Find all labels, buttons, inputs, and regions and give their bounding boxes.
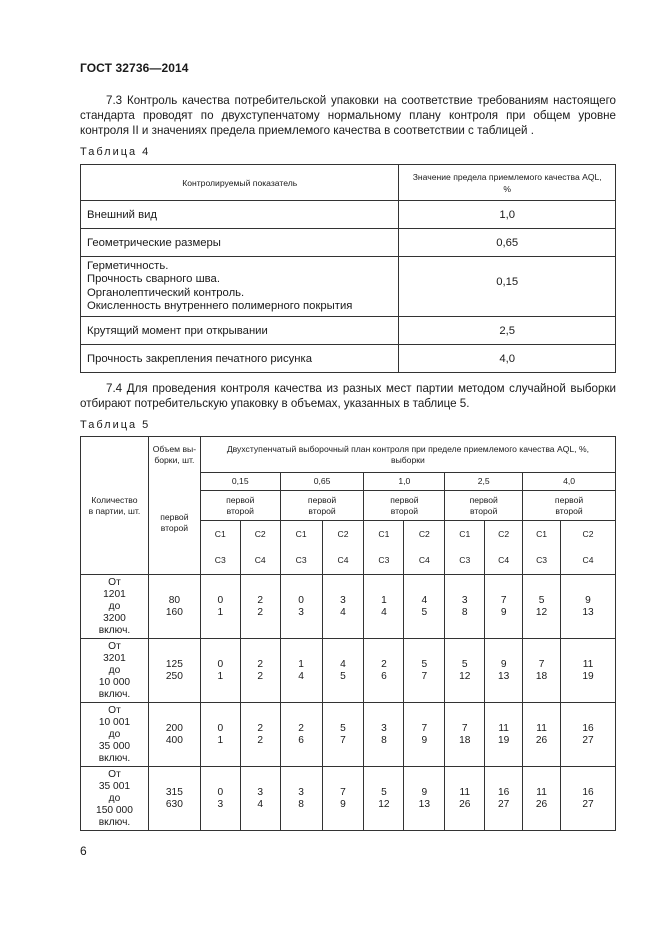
table5-quantity-line: 10 000	[98, 676, 131, 688]
table5-sub-line: второй	[470, 505, 498, 516]
table5-value-line: 3	[340, 594, 346, 606]
table5-value-line: 2	[257, 670, 264, 682]
table5-quantity-line: От	[108, 576, 121, 588]
table5-sub-header	[364, 491, 445, 521]
table5-value-line: 16	[497, 786, 510, 798]
table5-sub-line: первой	[554, 494, 584, 505]
table5-cell-value	[280, 703, 322, 767]
table4-cell-name	[81, 257, 399, 317]
paragraph-7-4-text: 7.4 Для проведения контроля качества из разных мест партии методом случайной выборки отбирают потребительскую упаковку в объемах, указанных в таблице 5.	[80, 382, 616, 410]
table5-c-label: С2	[561, 521, 616, 548]
table5-value-line: 1	[217, 606, 224, 618]
table5-cell-quantity	[81, 703, 149, 767]
table5-value-line: 9	[421, 734, 428, 746]
table5-cell-quantity	[81, 639, 149, 703]
table5-value-line: 7	[340, 734, 346, 746]
table5-value-line: 0	[298, 594, 304, 606]
table5-value-line: 7	[421, 722, 428, 734]
table5-cell-value	[561, 767, 616, 831]
table5-value-line: 6	[381, 670, 387, 682]
table5-quantity-line: до	[108, 664, 121, 676]
table5-value-line: 11	[459, 786, 471, 798]
table5-quantity-line: 150 000	[96, 804, 133, 816]
table5-volume-line: 630	[165, 798, 183, 810]
table5-cell-value	[364, 639, 404, 703]
table5-value-line: 0	[217, 658, 224, 670]
table5-c-label: С3	[445, 548, 485, 575]
table5-header-qty-line: в партии, шт.	[88, 505, 141, 516]
table5-value-line: 9	[500, 658, 507, 670]
table5-header-volume-line: Объем вы-	[152, 443, 197, 454]
table5-cell-value	[445, 639, 485, 703]
table5-caption: Таблица 5	[80, 419, 151, 431]
table5-value-line: 3	[217, 798, 224, 810]
table5-cell-value	[445, 575, 485, 639]
table5-header-volume-sub	[148, 473, 200, 575]
table5-value-line: 4	[421, 594, 428, 606]
table4-cell-name: Геометрические размеры	[81, 229, 399, 257]
table5-cell-value	[240, 639, 280, 703]
table5-value-line: 13	[418, 798, 430, 810]
table5-value-line: 9	[585, 594, 591, 606]
table5-c-label: С1	[280, 521, 322, 548]
table5-c-label: С4	[561, 548, 616, 575]
table-row	[81, 345, 616, 373]
table-row	[81, 229, 616, 257]
table5-cell-value	[322, 575, 364, 639]
table5-value-line: 5	[381, 786, 387, 798]
table5-sub-header	[523, 491, 616, 521]
table4-cell-line: Прочность сварного шва.	[87, 273, 220, 285]
paragraph-7-4	[80, 381, 616, 411]
table4-header-aql-line1: Значение предела приемлемого качества AQL,	[412, 171, 602, 182]
table5-header-qty-line: Количество	[91, 494, 138, 505]
table5-value-line: 11	[582, 658, 594, 670]
table5-value-line: 1	[381, 594, 387, 606]
table5-value-line: 5	[340, 670, 346, 682]
table5-cell-value	[322, 703, 364, 767]
table5-value-line: 2	[257, 606, 264, 618]
table5-cell-value	[404, 703, 445, 767]
table5-c-label: С3	[280, 548, 322, 575]
table5-cell-value	[523, 703, 561, 767]
table5-value-line: 1	[298, 658, 304, 670]
table4-cell-name: Прочность закрепления печатного рисунка	[81, 345, 399, 373]
table5-value-line: 2	[257, 734, 264, 746]
table5-cell-value	[240, 703, 280, 767]
table5-value-line: 0	[217, 786, 224, 798]
table5-value-line: 12	[535, 606, 548, 618]
table5-value-line: 16	[582, 786, 594, 798]
table5-cell-value	[364, 767, 404, 831]
table5-value-line: 9	[340, 798, 346, 810]
table5-c-label: С4	[404, 548, 445, 575]
paragraph-7-3	[80, 93, 616, 138]
table5-sub-line: первой	[307, 494, 337, 505]
table5-cell-value	[404, 767, 445, 831]
table5-value-line: 4	[381, 606, 387, 618]
table5-cell-value	[322, 767, 364, 831]
table5-quantity-line: до	[108, 600, 121, 612]
table5-cell-value	[200, 767, 240, 831]
table5-aql-value: 4,0	[523, 473, 616, 491]
table5-value-line: 7	[340, 786, 346, 798]
table5-cell-value	[364, 575, 404, 639]
table5-quantity-line: включ.	[98, 688, 131, 700]
table5-cell-value	[445, 767, 485, 831]
table5-header-row-1	[81, 437, 616, 473]
table5-value-line: 3	[298, 786, 304, 798]
table5-header-qty	[81, 437, 149, 575]
table5-c-label: С4	[485, 548, 523, 575]
table5-quantity-line: 1201	[103, 588, 126, 600]
table5-quantity-line: От	[108, 640, 121, 652]
table5-value-line: 0	[217, 594, 224, 606]
table5-value-line: 0	[217, 722, 224, 734]
table5-value-line: 16	[582, 722, 594, 734]
table5-quantity-line: 3201	[103, 652, 126, 664]
table5-sub-header	[445, 491, 523, 521]
table5-value-line: 5	[340, 722, 346, 734]
table5-cell-value	[523, 575, 561, 639]
table5-quantity-line: 10 001	[98, 716, 131, 728]
document-header: ГОСТ 32736—2014	[80, 61, 189, 75]
table5-value-line: 12	[378, 798, 390, 810]
table5-value-line: 27	[582, 734, 594, 746]
table5-aql-value: 1,0	[364, 473, 445, 491]
table5-value-line: 18	[459, 734, 471, 746]
table5-volume-line: 250	[165, 670, 183, 682]
table5-header-volume	[148, 437, 200, 473]
table-row	[81, 575, 616, 639]
table5-value-line: 8	[381, 734, 387, 746]
table5-cell-volume	[148, 703, 200, 767]
table5-volume-line: 80	[168, 594, 181, 606]
table5-value-line: 5	[461, 658, 468, 670]
table5-quantity-line: до	[108, 728, 121, 740]
table5-value-line: 4	[298, 670, 304, 682]
table5-value-line: 2	[257, 722, 264, 734]
table5-sub-header	[200, 491, 280, 521]
page-number: 6	[80, 844, 87, 858]
table5-cell-value	[561, 575, 616, 639]
table5-cell-value	[200, 575, 240, 639]
table5-cell-volume	[148, 575, 200, 639]
table4-cell-name: Внешний вид	[81, 201, 399, 229]
table5-value-line: 9	[500, 606, 507, 618]
table5-quantity-line: 35 000	[98, 740, 131, 752]
table5-cell-quantity	[81, 575, 149, 639]
table5-volume-line: 160	[165, 606, 183, 618]
table5-value-line: 3	[461, 594, 468, 606]
table5-value-line: 9	[421, 786, 428, 798]
table5-value-line: 19	[497, 734, 510, 746]
table5-cell-value	[523, 639, 561, 703]
table5-quantity-line: От	[108, 768, 121, 780]
table5-value-line: 11	[498, 722, 509, 734]
table5-c-label: С2	[485, 521, 523, 548]
table5-quantity-line: От	[108, 704, 121, 716]
table5-header-volume-sub-line: второй	[160, 523, 189, 534]
table5-sub-line: второй	[390, 505, 419, 516]
table-4	[80, 164, 616, 373]
table-row	[81, 201, 616, 229]
table5-sub-line: первой	[469, 494, 498, 505]
table5-value-line: 27	[582, 798, 594, 810]
table5-value-line: 3	[381, 722, 387, 734]
table-row	[81, 257, 616, 317]
table5-value-line: 2	[381, 658, 387, 670]
table5-value-line: 5	[421, 658, 428, 670]
table5-value-line: 13	[497, 670, 510, 682]
table4-header-aql	[399, 165, 616, 201]
table5-quantity-line: 3200	[103, 612, 126, 624]
table5-quantity-line: включ.	[98, 816, 131, 828]
table5-value-line: 18	[535, 670, 548, 682]
table5-cell-value	[485, 639, 523, 703]
table5-cell-volume	[148, 639, 200, 703]
table5-c-label: С3	[364, 548, 404, 575]
table5-value-line: 19	[582, 670, 594, 682]
table5-aql-value: 0,15	[200, 473, 280, 491]
table5-cell-value	[280, 639, 322, 703]
table5-aql-value: 2,5	[445, 473, 523, 491]
table5-sub-header	[280, 491, 364, 521]
table5-value-line: 26	[535, 734, 548, 746]
table5-sub-line: первой	[390, 494, 419, 505]
table5-quantity-line: включ.	[98, 624, 131, 636]
table5-c-label: С2	[404, 521, 445, 548]
table5-volume-line: 200	[165, 722, 183, 734]
table5-quantity-line: 35 001	[98, 780, 131, 792]
table5-value-line: 5	[421, 606, 428, 618]
table4-header-row	[81, 165, 616, 201]
table5-cell-value	[485, 767, 523, 831]
table5-value-line: 12	[459, 670, 471, 682]
table5-value-line: 7	[500, 594, 507, 606]
table5-sub-line: второй	[555, 505, 583, 516]
table5-value-line: 26	[459, 798, 471, 810]
table5-value-line: 3	[298, 606, 304, 618]
table5-cell-value	[280, 767, 322, 831]
table5-c-label: С3	[523, 548, 561, 575]
table5-c-label: С1	[200, 521, 240, 548]
table5-value-line: 11	[536, 722, 547, 734]
table-row	[81, 639, 616, 703]
table5-value-line: 2	[257, 594, 264, 606]
table5-cell-value	[404, 575, 445, 639]
table5-cell-value	[240, 767, 280, 831]
table-5	[80, 436, 616, 831]
table5-c-label: С1	[364, 521, 404, 548]
table5-header-volume-line: борки, шт.	[154, 454, 195, 465]
table5-cell-value	[561, 703, 616, 767]
table5-sub-line: второй	[226, 505, 254, 516]
table5-c-label: С1	[523, 521, 561, 548]
table5-cell-value	[561, 639, 616, 703]
table5-value-line: 5	[538, 594, 545, 606]
table5-value-line: 6	[298, 734, 304, 746]
table5-header-volume-sub-line: первой	[160, 512, 189, 523]
table5-value-line: 3	[257, 786, 264, 798]
table5-cell-value	[280, 575, 322, 639]
table5-cell-value	[523, 767, 561, 831]
table5-value-line: 7	[421, 670, 428, 682]
table4-cell-value: 0,15	[399, 257, 616, 317]
table5-c-label: С3	[200, 548, 240, 575]
table4-cell-value: 0,65	[399, 229, 616, 257]
paragraph-7-3-text: 7.3 Контроль качества потребительской упаковки на соответствие требованиям настоящего стандарта проводят по двухступенчатому нормальному плану контроля при общем уровне контроля II и значениях предела приемлемого качества в соответствии с таблицей .	[80, 94, 616, 137]
table5-value-line: 1	[217, 734, 224, 746]
table4-cell-value: 1,0	[399, 201, 616, 229]
table5-c-label: С4	[240, 548, 280, 575]
table4-cell-line: Герметичность.	[87, 259, 169, 272]
table5-volume-line: 400	[165, 734, 183, 746]
table5-c-label: С2	[240, 521, 280, 548]
table5-sub-line: второй	[308, 505, 336, 516]
table4-cell-value: 4,0	[399, 345, 616, 373]
table5-quantity-line: включ.	[98, 752, 131, 764]
table5-quantity-line: до	[108, 792, 121, 804]
table4-caption: Таблица 4	[80, 146, 151, 158]
table5-value-line: 8	[298, 798, 304, 810]
table5-value-line: 11	[536, 786, 547, 798]
table5-value-line: 4	[340, 658, 346, 670]
table5-value-line: 2	[298, 722, 304, 734]
table5-value-line: 1	[217, 670, 224, 682]
table5-cell-value	[485, 575, 523, 639]
table5-value-line: 26	[535, 798, 548, 810]
table-row	[81, 317, 616, 345]
table5-value-line: 13	[582, 606, 594, 618]
table5-value-line: 27	[497, 798, 510, 810]
table5-volume-line: 125	[165, 658, 183, 670]
table5-cell-value	[485, 703, 523, 767]
table4-header-aql-line2: %	[503, 183, 512, 194]
table4-header-indicator: Контролируемый показатель	[81, 165, 399, 201]
table5-value-line: 7	[538, 658, 545, 670]
table5-value-line: 2	[257, 658, 264, 670]
table5-c-label: С2	[322, 521, 364, 548]
table5-volume-line: 315	[165, 786, 183, 798]
table5-value-line: 4	[340, 606, 346, 618]
table4-cell-value: 2,5	[399, 317, 616, 345]
table5-cell-value	[364, 703, 404, 767]
table-row	[81, 767, 616, 831]
table5-cell-value	[322, 639, 364, 703]
table5-cell-value	[200, 639, 240, 703]
table4-cell-name: Крутящий момент при открывании	[81, 317, 399, 345]
table5-cell-volume	[148, 767, 200, 831]
table5-header-plan-line: Двухступенчатый выборочный план контроля при пределе приемлемого качества AQL, %,	[226, 443, 589, 454]
table5-cell-value	[445, 703, 485, 767]
table5-header-plan	[200, 437, 615, 473]
table5-value-line: 8	[461, 606, 468, 618]
table5-body	[81, 575, 616, 831]
table5-cell-value	[240, 575, 280, 639]
table5-value-line: 7	[461, 722, 468, 734]
table5-cell-value	[404, 639, 445, 703]
table5-c-label: С1	[445, 521, 485, 548]
table5-cell-value	[200, 703, 240, 767]
table4-cell-line: Органолептический контроль.	[87, 286, 245, 299]
table5-c-label: С4	[322, 548, 364, 575]
table5-header-row-aql	[81, 473, 616, 491]
table5-aql-value: 0,65	[280, 473, 364, 491]
table5-sub-line: первой	[226, 494, 255, 505]
table5-value-line: 4	[257, 798, 264, 810]
table5-cell-quantity	[81, 767, 149, 831]
table4-cell-line: Окисленность внутреннего полимерного покрытия	[87, 300, 353, 312]
table-row	[81, 703, 616, 767]
table5-header-plan-line: выборки	[391, 454, 425, 465]
